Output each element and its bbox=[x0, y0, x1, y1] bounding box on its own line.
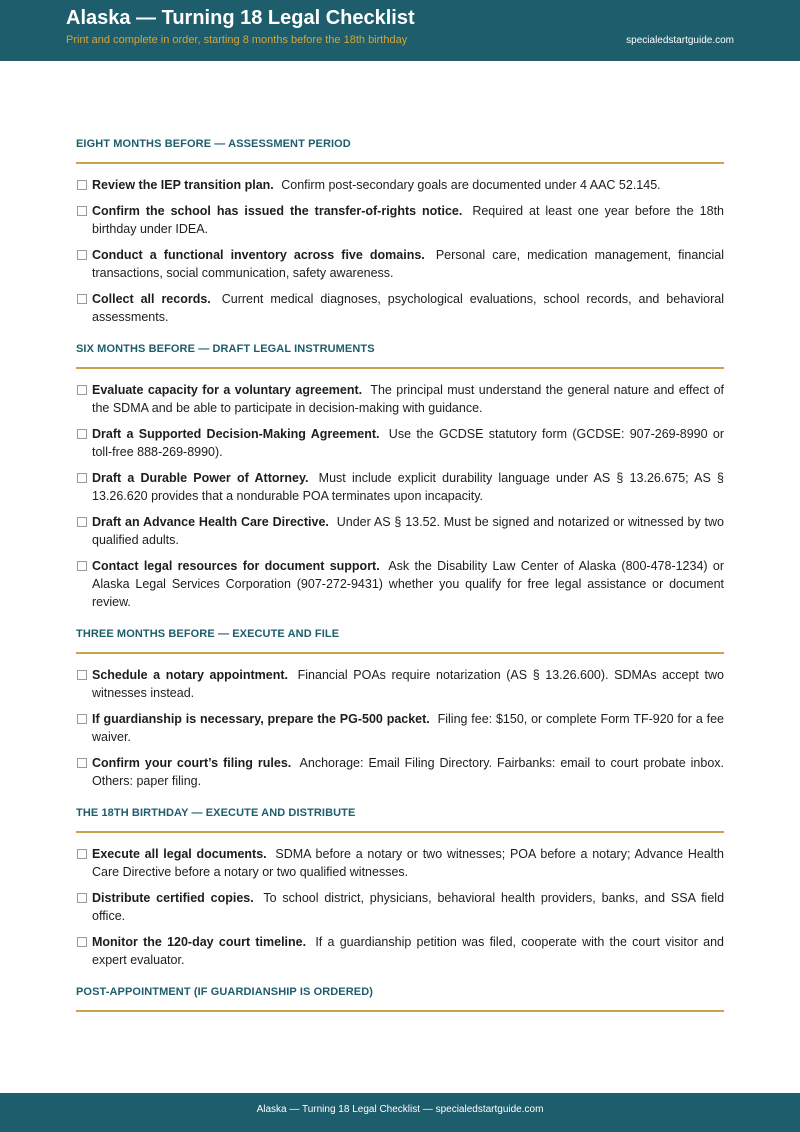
item-description: Under AS § 13.52. Must be signed and notarized or witnessed by two qualified adults. bbox=[92, 515, 724, 547]
section-divider bbox=[76, 1010, 724, 1012]
checklist-item bbox=[76, 246, 724, 282]
item-description: Current medical diagnoses, psychological evaluations, school records, and behavioral assessments. bbox=[92, 292, 724, 324]
item-heading: Conduct a functional inventory across five domains. bbox=[92, 248, 425, 262]
checklist-item bbox=[76, 425, 724, 461]
section-divider bbox=[76, 652, 724, 654]
checkbox[interactable] bbox=[77, 670, 87, 680]
item-heading: Review the IEP transition plan. bbox=[92, 178, 274, 192]
checklist-item bbox=[76, 202, 724, 238]
item-description: Ask the Disability Law Center of Alaska (800-478-1234) or Alaska Legal Services Corporation (907-272-9431) whether you qualify for free legal assistance or document review. bbox=[92, 559, 725, 609]
checkbox[interactable] bbox=[77, 473, 87, 483]
checklist-item bbox=[76, 381, 724, 417]
section-title: SIX MONTHS BEFORE — DRAFT LEGAL INSTRUMENTS bbox=[76, 343, 375, 355]
item-description: Must include explicit durability language under AS § 13.26.675; AS § 13.26.620 provides that a nondurable POA terminates upon incapacity. bbox=[92, 471, 724, 503]
footer-text: Alaska — Turning 18 Legal Checklist — specialedstartguide.com bbox=[256, 1104, 544, 1115]
checklist-item bbox=[76, 754, 724, 790]
checklist-item bbox=[76, 710, 724, 746]
section-title: POST-APPOINTMENT (IF GUARDIANSHIP IS ORDERED) bbox=[76, 986, 374, 998]
page-header bbox=[0, 0, 800, 61]
item-description: Filing fee: $150, or complete Form TF-920 for a fee waiver. bbox=[92, 712, 724, 744]
checklist-item bbox=[76, 666, 724, 702]
checkbox[interactable] bbox=[77, 294, 87, 304]
item-description: Financial POAs require notarization (AS § 13.26.600). SDMAs accept two witnesses instead. bbox=[92, 668, 724, 700]
section-title: EIGHT MONTHS BEFORE — ASSESSMENT PERIOD bbox=[76, 138, 351, 150]
item-heading: Distribute certified copies. bbox=[92, 891, 254, 905]
checkbox[interactable] bbox=[77, 937, 87, 947]
checklist-item bbox=[76, 889, 724, 925]
checkbox[interactable] bbox=[77, 758, 87, 768]
checkbox[interactable] bbox=[77, 385, 87, 395]
checklist-item bbox=[76, 290, 724, 326]
checkbox[interactable] bbox=[77, 206, 87, 216]
item-heading: Confirm your court’s filing rules. bbox=[92, 756, 292, 770]
section-divider bbox=[76, 831, 724, 833]
item-heading: Draft a Durable Power of Attorney. bbox=[92, 471, 309, 485]
item-heading: Evaluate capacity for a voluntary agreement. bbox=[92, 383, 363, 397]
page-subtitle: Print and complete in order, starting 8 months before the 18th birthday bbox=[66, 34, 408, 46]
item-description: Anchorage: Email Filing Directory. Fairbanks: email to court probate inbox. Others: paper filing. bbox=[92, 756, 724, 788]
header-site-link[interactable]: specialedstartguide.com bbox=[626, 35, 734, 46]
item-heading: Draft a Supported Decision-Making Agreement. bbox=[92, 427, 380, 441]
checkbox[interactable] bbox=[77, 517, 87, 527]
checkbox[interactable] bbox=[77, 429, 87, 439]
checklist-item bbox=[76, 469, 724, 505]
checklist-item bbox=[76, 557, 724, 611]
item-heading: Monitor the 120-day court timeline. bbox=[92, 935, 307, 949]
item-heading: Execute all legal documents. bbox=[92, 847, 267, 861]
checklist-content bbox=[76, 137, 724, 1028]
page-title: Alaska — Turning 18 Legal Checklist bbox=[66, 7, 415, 29]
item-heading: Schedule a notary appointment. bbox=[92, 668, 289, 682]
section-title: THREE MONTHS BEFORE — EXECUTE AND FILE bbox=[76, 628, 340, 640]
checklist-item bbox=[76, 933, 724, 969]
item-description: Confirm post-secondary goals are documented under 4 AAC 52.145. bbox=[281, 178, 661, 192]
checklist-item bbox=[76, 176, 724, 194]
checkbox[interactable] bbox=[77, 250, 87, 260]
checklist-section bbox=[76, 806, 724, 969]
checklist-item bbox=[76, 845, 724, 881]
checkbox[interactable] bbox=[77, 849, 87, 859]
checkbox[interactable] bbox=[77, 180, 87, 190]
section-divider bbox=[76, 162, 724, 164]
page-footer bbox=[0, 1093, 800, 1132]
checkbox[interactable] bbox=[77, 561, 87, 571]
checkbox[interactable] bbox=[77, 893, 87, 903]
checkbox[interactable] bbox=[77, 714, 87, 724]
item-heading: Draft an Advance Health Care Directive. bbox=[92, 515, 329, 529]
item-description: The principal must understand the general nature and effect of the SDMA and be able to participate in decision-making with guidance. bbox=[92, 383, 724, 415]
item-heading: Confirm the school has issued the transfer-of-rights notice. bbox=[92, 204, 463, 218]
item-description: Required at least one year before the 18th birthday under IDEA. bbox=[92, 204, 724, 236]
checklist-section bbox=[76, 137, 724, 326]
checklist-item bbox=[76, 513, 724, 549]
checklist-section bbox=[76, 342, 724, 611]
section-divider bbox=[76, 367, 724, 369]
checklist-section bbox=[76, 627, 724, 790]
item-description: SDMA before a notary or two witnesses; POA before a notary; Advance Health Care Directive before a notary or two qualified witnesses. bbox=[92, 847, 724, 879]
item-heading: Contact legal resources for document support. bbox=[92, 559, 380, 573]
item-description: Use the GCDSE statutory form (GCDSE: 907-269-8990 or toll-free 888-269-8990). bbox=[92, 427, 724, 459]
item-description: Personal care, medication management, financial transactions, social communication, safety awareness. bbox=[92, 248, 724, 280]
item-description: If a guardianship petition was filed, cooperate with the court visitor and expert evaluator. bbox=[92, 935, 724, 967]
item-heading: Collect all records. bbox=[92, 292, 211, 306]
item-description: To school district, physicians, behavioral health providers, banks, and SSA field office. bbox=[92, 891, 725, 923]
item-heading: If guardianship is necessary, prepare the PG-500 packet. bbox=[92, 712, 430, 726]
section-title: THE 18TH BIRTHDAY — EXECUTE AND DISTRIBUTE bbox=[76, 807, 356, 819]
checklist-section bbox=[76, 985, 724, 1012]
